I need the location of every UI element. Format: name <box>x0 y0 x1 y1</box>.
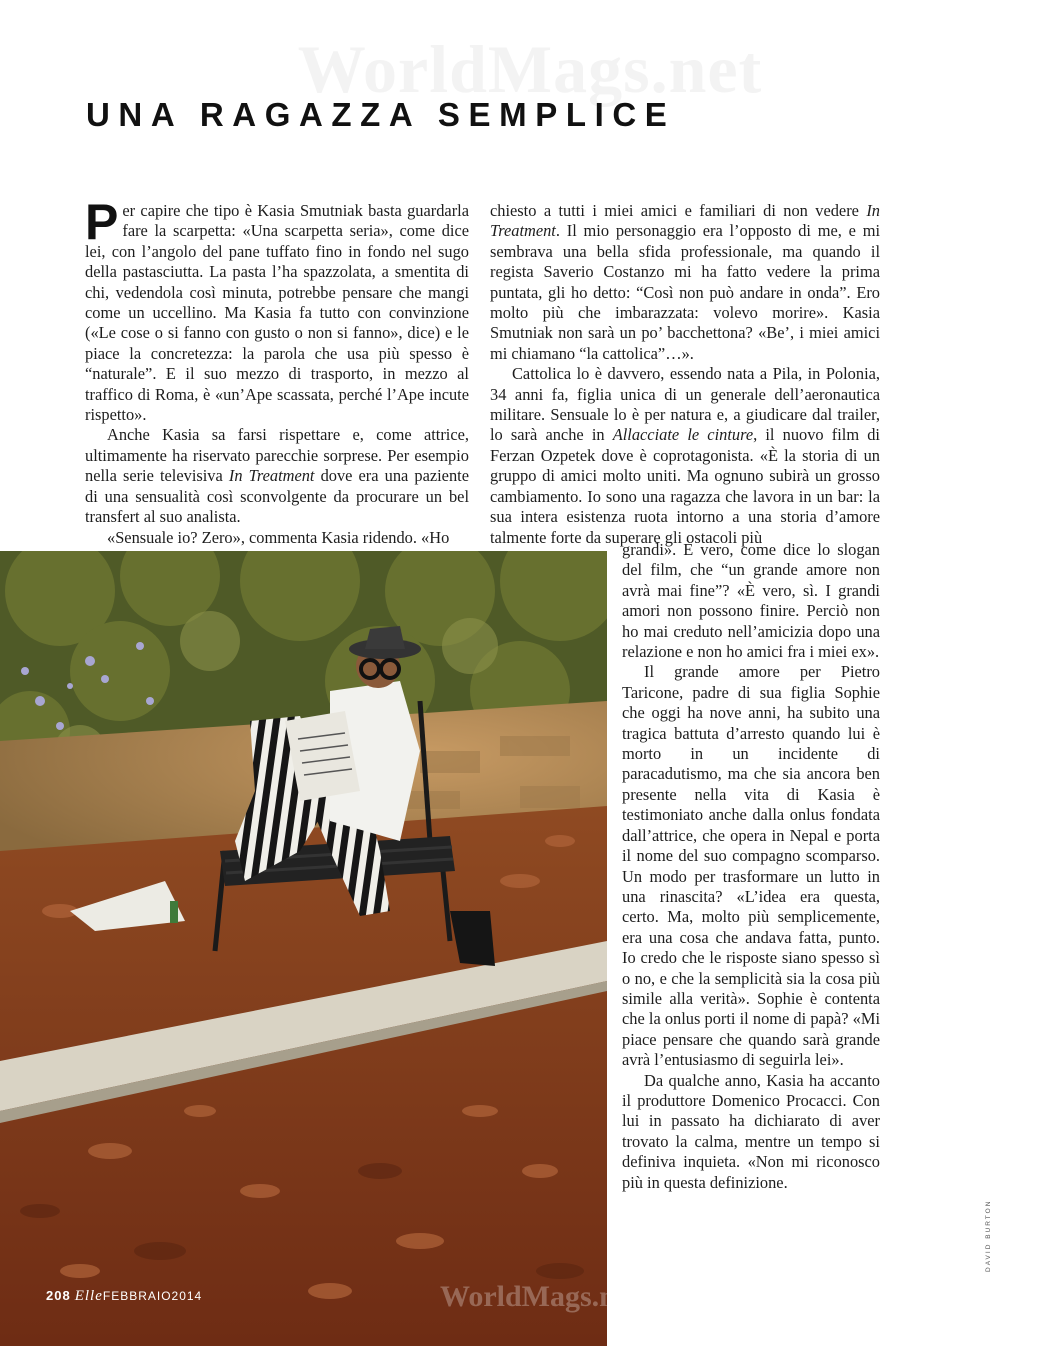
film-title: Allacciate le cinture <box>612 425 754 445</box>
drop-cap: P <box>85 194 119 250</box>
photo-woman-on-bench <box>0 551 607 1346</box>
photo-credit <box>985 1199 995 1330</box>
article-title: UNA RAGAZZA SEMPLICE <box>86 96 676 133</box>
paragraph-text: er capire che tipo è Kasia Smutniak basta guardarla fare la scarpetta: «Una scarpetta seria», come dice lei, con l’angolo del pane tuffato fino in fondo nel sugo della pastasciutta. La pasta l’ha spazzolata, a smentita di chi, vedendola così minuta, potrebbe pensare che mangi come un uccellino. Ma Kasia fa tutto con convinzione («Le cose o si fanno con gusto o non si fanno», dice) e le piace la concretezza: la parola che usa più spesso è “naturale”. E il suo mezzo di trasporto, in mezzo al traffico di Roma, è «un’Ape scassata, perché l’Ape incute rispetto». <box>85 201 469 425</box>
paragraph <box>490 364 880 548</box>
magazine-name: Elle <box>74 1288 103 1304</box>
text-column-middle <box>490 201 880 548</box>
watermark: WorldMags.net <box>297 31 763 107</box>
paragraph-text: . Il mio personaggio era l’opposto di me, e mi sembrava una bella sfida professionale, ma quando il regista Saverio Costanzo mi ha fatto vedere la prima puntata, gli ho detto: “Così non può andare in onda”. Ero molto più che imbarazzata: volevo morire». Kasia Smutniak non sarà un po’ bacchettona? «Be’, i miei amici mi chiamano “la cattolica”…». <box>490 221 880 363</box>
watermark: WorldMags.net <box>440 1280 640 1313</box>
page-number: 208 <box>46 1288 71 1303</box>
paragraph-text: «Sensuale io? Zero», commenta Kasia ridendo. «Ho <box>107 527 450 547</box>
show-title: In Treatment <box>490 201 880 241</box>
photo-credit-text: DAVID BURTON <box>985 1199 992 1272</box>
paragraph-text: Da qualche anno, Kasia ha accanto il produttore Domenico Procacci. Con lui in passato ha dichiarato di aver trovato la calma, mentre un tempo si definiva inquieta. «Non mi riconosco più in questa definizione. <box>622 1070 880 1192</box>
show-title: In Treatment <box>228 466 315 486</box>
paragraph <box>622 1071 880 1193</box>
text-column-left <box>85 194 469 548</box>
paragraph-text: Cattolica lo è davvero, essendo nata a Pila, in Polonia, 34 anni fa, figlia unica di un generale dell’aeronautica militare. Sensuale lo è per natura e, a giudicare dal trailer, lo sarà anche in <box>490 364 880 445</box>
paragraph <box>490 201 880 364</box>
page-folio <box>46 1288 202 1305</box>
paragraph <box>622 662 880 1070</box>
paragraph-text: Il grande amore per Pietro Taricone, padre di sua figlia Sophie che oggi ha nove anni, ha subito una tragica battuta d’arresto quando lui è morto in un incidente di paracadutismo, ma che sia ancora ben presente nella vita di Kasia è testimoniato anche dalla onlus fondata dall’attrice, che opera in Nepal e porta il nome del suo compagno scomparso. Un modo per trasformare un lutto in una rinascita? «L’idea era questa, certo. Ma, molto più semplicemente, era una cosa che andava fatta, punto. Io credo che le risposte siano spesso sì o no, e che la semplicità sia la cosa più simile alla verità». Sophie è contenta che la onlus porti il nome di papà? «Mi piace pensare che quando sarà grande avrà l’entusiasmo di seguirla lei». <box>622 662 880 1070</box>
paragraph <box>85 425 469 527</box>
paragraph <box>622 540 880 662</box>
paragraph <box>85 194 469 425</box>
issue-date: FEBBRAIO2014 <box>102 1289 203 1303</box>
paragraph-text: chiesto a tutti i miei amici e familiari di non vedere <box>490 201 867 220</box>
paragraph <box>85 528 469 548</box>
paragraph-text: dove era una paziente di una sensualità così sconvolgente da procurare un bel transfert al suo analista. <box>85 466 469 527</box>
text-column-right <box>622 540 880 1193</box>
paragraph-text: grandi». È vero, come dice lo slogan del film, che “un grande amore non avrà mai fine”? «È vero, sì. I grandi amori non possono finire. Perciò non ho mai creduto nell’amicizia dopo una relazione e non ho amici fra i miei ex». <box>622 540 880 662</box>
paragraph-text: Anche Kasia sa farsi rispettare e, come attrice, ultimamente ha riservato parecchie sorprese. Per esempio nella serie televisiva <box>85 425 469 486</box>
paragraph-text: , il nuovo film di Ferzan Ozpetek dove è coprotagonista. «È la storia di un gruppo di amici molto uniti. Ma ognuno subirà un grosso cambiamento. Io sono una ragazza che lavora in un bar: la sua intera esistenza ruota intorno a una storia d’amore talmente forte da superare gli ostacoli più <box>490 425 880 547</box>
